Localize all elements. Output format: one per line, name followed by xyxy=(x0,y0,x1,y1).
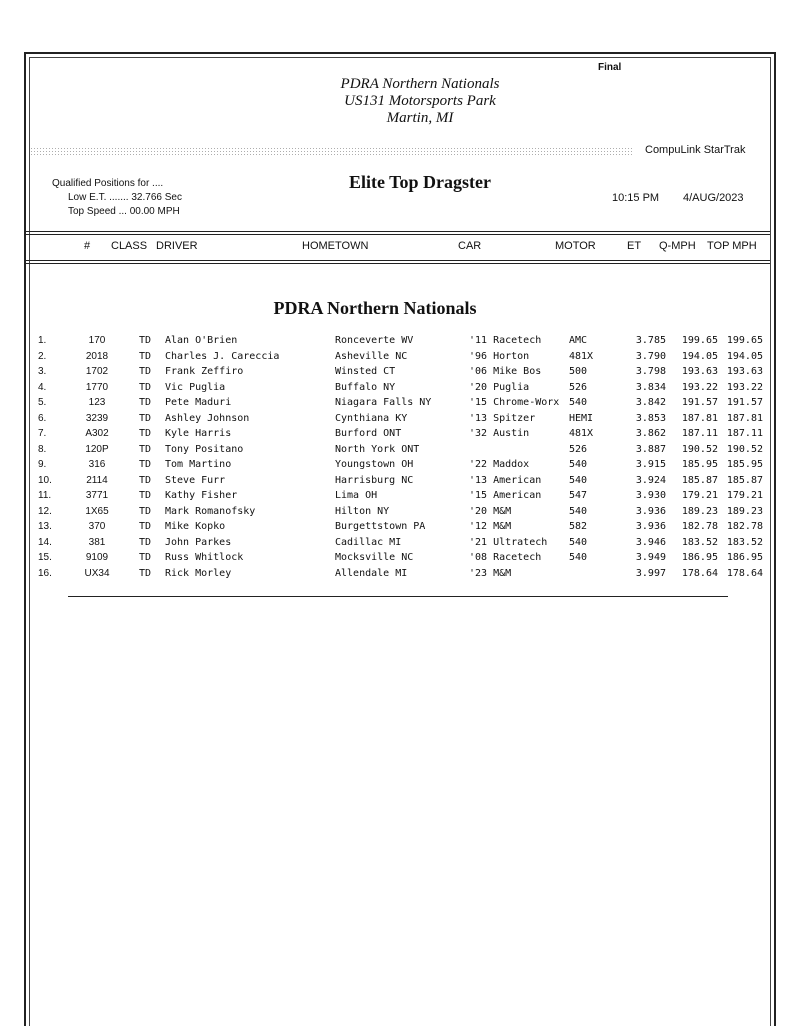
cell-motor: 481X xyxy=(569,428,594,440)
cell-num: 123 xyxy=(88,397,106,409)
event-header xyxy=(230,76,610,127)
cell-pos: 16. xyxy=(38,567,52,579)
cell-top: 194.05 xyxy=(726,350,763,362)
table-row xyxy=(38,457,763,473)
cell-car: '20 M&M xyxy=(469,505,512,517)
cell-cls: TD xyxy=(138,474,151,486)
cell-hometown: Hilton NY xyxy=(335,505,390,517)
cell-cls: TD xyxy=(138,350,151,362)
cell-hometown: Winsted CT xyxy=(335,366,396,378)
table-row xyxy=(38,473,763,489)
cell-top: 187.81 xyxy=(726,412,763,424)
cell-hometown: Harrisburg NC xyxy=(335,474,414,486)
cell-motor: 540 xyxy=(569,505,588,517)
qualified-positions-label: Qualified Positions for .... xyxy=(52,178,164,189)
cell-et: 3.936 xyxy=(635,505,666,517)
cell-num: UX34 xyxy=(84,567,110,579)
cell-motor: 481X xyxy=(569,350,594,362)
cell-qmph: 185.87 xyxy=(681,474,718,486)
cell-spacer xyxy=(151,380,165,396)
cell-spacer xyxy=(151,411,165,427)
cell-spacer xyxy=(151,349,165,365)
report-date: 4/AUG/2023 xyxy=(683,192,744,204)
cell-top: 179.21 xyxy=(726,490,763,502)
table-row xyxy=(38,364,763,380)
table-row xyxy=(38,411,763,427)
cell-et: 3.936 xyxy=(635,521,666,533)
timing-system-label: CompuLink StarTrak xyxy=(645,144,746,156)
table-row xyxy=(38,333,763,349)
table-row xyxy=(38,504,763,520)
results-table xyxy=(38,333,763,581)
cell-motor: 540 xyxy=(569,536,588,548)
cell-car: '13 Spitzer xyxy=(469,412,536,424)
col-car: CAR xyxy=(458,240,482,252)
cell-driver: Rick Morley xyxy=(165,567,232,579)
cell-pos: 3. xyxy=(38,366,47,378)
col-hometown: HOMETOWN xyxy=(302,240,369,252)
cell-et: 3.946 xyxy=(635,536,666,548)
cell-et: 3.887 xyxy=(635,443,666,455)
cell-pos: 2. xyxy=(38,350,47,362)
cell-top: 187.11 xyxy=(726,428,763,440)
cell-motor: 540 xyxy=(569,459,588,471)
cell-num: 3239 xyxy=(85,412,109,424)
cell-num: 1X65 xyxy=(85,505,109,517)
cell-qmph: 178.64 xyxy=(681,567,718,579)
cell-spacer xyxy=(151,364,165,380)
cell-spacer xyxy=(151,426,165,442)
cell-pos: 15. xyxy=(38,552,52,564)
cell-spacer xyxy=(151,504,165,520)
cell-spacer xyxy=(151,333,165,349)
cell-car: '12 M&M xyxy=(469,521,512,533)
cell-pos: 8. xyxy=(38,443,47,455)
cell-top: 185.95 xyxy=(726,459,763,471)
cell-et: 3.862 xyxy=(635,428,666,440)
cell-num: 316 xyxy=(88,459,106,471)
cell-qmph: 185.95 xyxy=(681,459,718,471)
cell-pos: 6. xyxy=(38,412,47,424)
cell-hometown: Cadillac MI xyxy=(335,536,402,548)
qualifying-summary xyxy=(52,177,182,219)
table-row xyxy=(38,566,763,582)
cell-pos: 11. xyxy=(38,490,52,502)
cell-hometown: North York ONT xyxy=(335,443,420,455)
cell-cls: TD xyxy=(138,428,151,440)
cell-cls: TD xyxy=(138,366,151,378)
cell-top: 185.87 xyxy=(726,474,763,486)
cell-cls: TD xyxy=(138,490,151,502)
cell-car: '13 American xyxy=(469,474,542,486)
header-rule-top xyxy=(26,231,770,232)
cell-car: '06 Mike Bos xyxy=(469,366,542,378)
cell-car: '22 Maddox xyxy=(469,459,530,471)
cell-hometown: Mocksville NC xyxy=(335,552,414,564)
cell-cls: TD xyxy=(138,397,151,409)
cell-driver: Mark Romanofsky xyxy=(165,505,256,517)
cell-top: 190.52 xyxy=(726,443,763,455)
cell-qmph: 186.95 xyxy=(681,552,718,564)
cell-et: 3.785 xyxy=(635,335,666,347)
col-num: # xyxy=(84,240,91,252)
cell-driver: Charles J. Careccia xyxy=(165,350,280,362)
cell-spacer xyxy=(151,395,165,411)
cell-car: '32 Austin xyxy=(469,428,530,440)
end-rule xyxy=(68,596,728,597)
cell-driver: Alan O'Brien xyxy=(165,335,238,347)
cell-cls: TD xyxy=(138,443,151,455)
cell-et: 3.853 xyxy=(635,412,666,424)
cell-motor: 526 xyxy=(569,381,588,393)
cell-pos: 9. xyxy=(38,459,47,471)
col-qmph: Q-MPH xyxy=(659,240,696,252)
cell-qmph: 182.78 xyxy=(681,521,718,533)
cell-car: '20 Puglia xyxy=(469,381,530,393)
cell-car: '23 M&M xyxy=(469,567,512,579)
cell-et: 3.842 xyxy=(635,397,666,409)
cell-num: 370 xyxy=(88,521,106,533)
cell-hometown: Youngstown OH xyxy=(335,459,414,471)
dotted-band xyxy=(30,147,634,155)
cell-car xyxy=(469,442,569,458)
cell-pos: 5. xyxy=(38,397,47,409)
cell-car: '15 American xyxy=(469,490,542,502)
cell-spacer xyxy=(151,473,165,489)
cell-hometown: Ronceverte WV xyxy=(335,335,414,347)
cell-et: 3.834 xyxy=(635,381,666,393)
table-row xyxy=(38,488,763,504)
event-name: PDRA Northern Nationals xyxy=(340,76,500,92)
cell-pos: 1. xyxy=(38,335,47,347)
venue-name: US131 Motorsports Park xyxy=(344,93,496,109)
cell-et: 3.930 xyxy=(635,490,666,502)
top-speed-line: Top Speed ... 00.00 MPH xyxy=(68,206,180,217)
cell-top: 178.64 xyxy=(726,567,763,579)
cell-motor: 500 xyxy=(569,366,588,378)
cell-num: A302 xyxy=(85,428,109,440)
cell-num: 3771 xyxy=(85,490,109,502)
cell-motor: 582 xyxy=(569,521,588,533)
cell-hometown: Asheville NC xyxy=(335,350,408,362)
cell-cls: TD xyxy=(138,459,151,471)
cell-top: 193.22 xyxy=(726,381,763,393)
cell-top: 191.57 xyxy=(726,397,763,409)
table-row xyxy=(38,395,763,411)
low-et-line: Low E.T. ....... 32.766 Sec xyxy=(68,192,182,203)
col-et: ET xyxy=(627,240,642,252)
cell-cls: TD xyxy=(138,552,151,564)
header-rule-top-2 xyxy=(26,234,770,235)
cell-num: 2114 xyxy=(86,474,108,486)
cell-driver: Tom Martino xyxy=(165,459,232,471)
col-class: CLASS xyxy=(111,240,148,252)
cell-top: 186.95 xyxy=(726,552,763,564)
cell-top: 189.23 xyxy=(726,505,763,517)
cell-num: 2018 xyxy=(85,350,109,362)
cell-motor xyxy=(569,566,629,582)
results-body xyxy=(38,333,763,581)
cell-driver: Pete Maduri xyxy=(165,397,232,409)
section-title: PDRA Northern Nationals xyxy=(273,298,477,318)
cell-driver: Kyle Harris xyxy=(165,428,232,440)
cell-pos: 12. xyxy=(38,505,52,517)
table-row xyxy=(38,442,763,458)
cell-motor: 540 xyxy=(569,552,588,564)
cell-num: 120P xyxy=(85,443,109,455)
col-driver: DRIVER xyxy=(156,240,198,252)
cell-top: 199.65 xyxy=(726,335,763,347)
cell-spacer xyxy=(151,519,165,535)
cell-hometown: Allendale MI xyxy=(335,567,408,579)
table-row xyxy=(38,519,763,535)
cell-hometown: Buffalo NY xyxy=(335,381,396,393)
cell-motor: 526 xyxy=(569,443,588,455)
cell-cls: TD xyxy=(138,536,151,548)
cell-qmph: 191.57 xyxy=(681,397,718,409)
cell-driver: Steve Furr xyxy=(165,474,226,486)
header-rule-bottom-2 xyxy=(26,263,770,264)
cell-driver: Russ Whitlock xyxy=(165,552,244,564)
cell-et: 3.915 xyxy=(635,459,666,471)
cell-car: '08 Racetech xyxy=(469,552,542,564)
table-row xyxy=(38,535,763,551)
cell-spacer xyxy=(151,535,165,551)
cell-cls: TD xyxy=(138,381,151,393)
cell-driver: Tony Positano xyxy=(165,443,244,455)
class-title: Elite Top Dragster xyxy=(349,172,491,192)
cell-motor: 540 xyxy=(569,397,588,409)
cell-num: 381 xyxy=(88,536,106,548)
cell-qmph: 187.81 xyxy=(681,412,718,424)
event-location: Martin, MI xyxy=(386,110,454,126)
cell-car: '21 Ultratech xyxy=(469,536,548,548)
col-topmph: TOP MPH xyxy=(707,240,757,252)
cell-top: 182.78 xyxy=(726,521,763,533)
cell-hometown: Niagara Falls NY xyxy=(335,397,432,409)
cell-et: 3.997 xyxy=(635,567,666,579)
cell-et: 3.798 xyxy=(635,366,666,378)
status-label: Final xyxy=(598,62,622,73)
cell-pos: 10. xyxy=(38,474,52,486)
cell-spacer xyxy=(151,550,165,566)
cell-et: 3.790 xyxy=(635,350,666,362)
cell-driver: Frank Zeffiro xyxy=(165,366,244,378)
cell-qmph: 190.52 xyxy=(681,443,718,455)
cell-driver: John Parkes xyxy=(165,536,232,548)
table-row xyxy=(38,550,763,566)
cell-motor: 547 xyxy=(569,490,588,502)
cell-hometown: Cynthiana KY xyxy=(335,412,408,424)
report-time: 10:15 PM xyxy=(612,192,660,204)
cell-qmph: 183.52 xyxy=(681,536,718,548)
cell-driver: Ashley Johnson xyxy=(165,412,250,424)
cell-qmph: 189.23 xyxy=(681,505,718,517)
cell-hometown: Lima OH xyxy=(335,490,378,502)
cell-pos: 14. xyxy=(38,536,52,548)
cell-cls: TD xyxy=(138,567,151,579)
cell-driver: Vic Puglia xyxy=(165,381,226,393)
cell-hometown: Burford ONT xyxy=(335,428,402,440)
cell-cls: TD xyxy=(138,505,151,517)
col-motor: MOTOR xyxy=(555,240,596,252)
cell-qmph: 194.05 xyxy=(681,350,718,362)
cell-car: '11 Racetech xyxy=(469,335,542,347)
cell-cls: TD xyxy=(138,335,151,347)
cell-num: 170 xyxy=(88,335,106,347)
cell-car: '15 Chrome-Worx xyxy=(469,397,560,409)
table-row xyxy=(38,426,763,442)
cell-motor: 540 xyxy=(569,474,588,486)
cell-driver: Kathy Fisher xyxy=(165,490,238,502)
cell-qmph: 179.21 xyxy=(681,490,718,502)
cell-hometown: Burgettstown PA xyxy=(335,521,426,533)
table-row xyxy=(38,349,763,365)
cell-qmph: 187.11 xyxy=(681,428,718,440)
cell-qmph: 193.22 xyxy=(681,381,718,393)
table-row xyxy=(38,380,763,396)
cell-spacer xyxy=(151,566,165,582)
cell-driver: Mike Kopko xyxy=(165,521,226,533)
cell-spacer xyxy=(151,457,165,473)
cell-num: 1702 xyxy=(85,366,109,378)
cell-cls: TD xyxy=(138,412,151,424)
cell-pos: 4. xyxy=(38,381,47,393)
cell-spacer xyxy=(151,488,165,504)
cell-top: 183.52 xyxy=(726,536,763,548)
cell-cls: TD xyxy=(138,521,151,533)
cell-num: 1770 xyxy=(85,381,109,393)
cell-motor: HEMI xyxy=(569,412,594,424)
cell-et: 3.924 xyxy=(635,474,666,486)
cell-top: 193.63 xyxy=(726,366,763,378)
cell-car: '96 Horton xyxy=(469,350,530,362)
cell-pos: 13. xyxy=(38,521,52,533)
cell-et: 3.949 xyxy=(635,552,666,564)
header-rule-bottom xyxy=(26,260,770,261)
cell-pos: 7. xyxy=(38,428,47,440)
cell-motor: AMC xyxy=(569,335,588,347)
cell-spacer xyxy=(151,442,165,458)
cell-qmph: 193.63 xyxy=(681,366,718,378)
cell-qmph: 199.65 xyxy=(681,335,718,347)
cell-num: 9109 xyxy=(85,552,109,564)
